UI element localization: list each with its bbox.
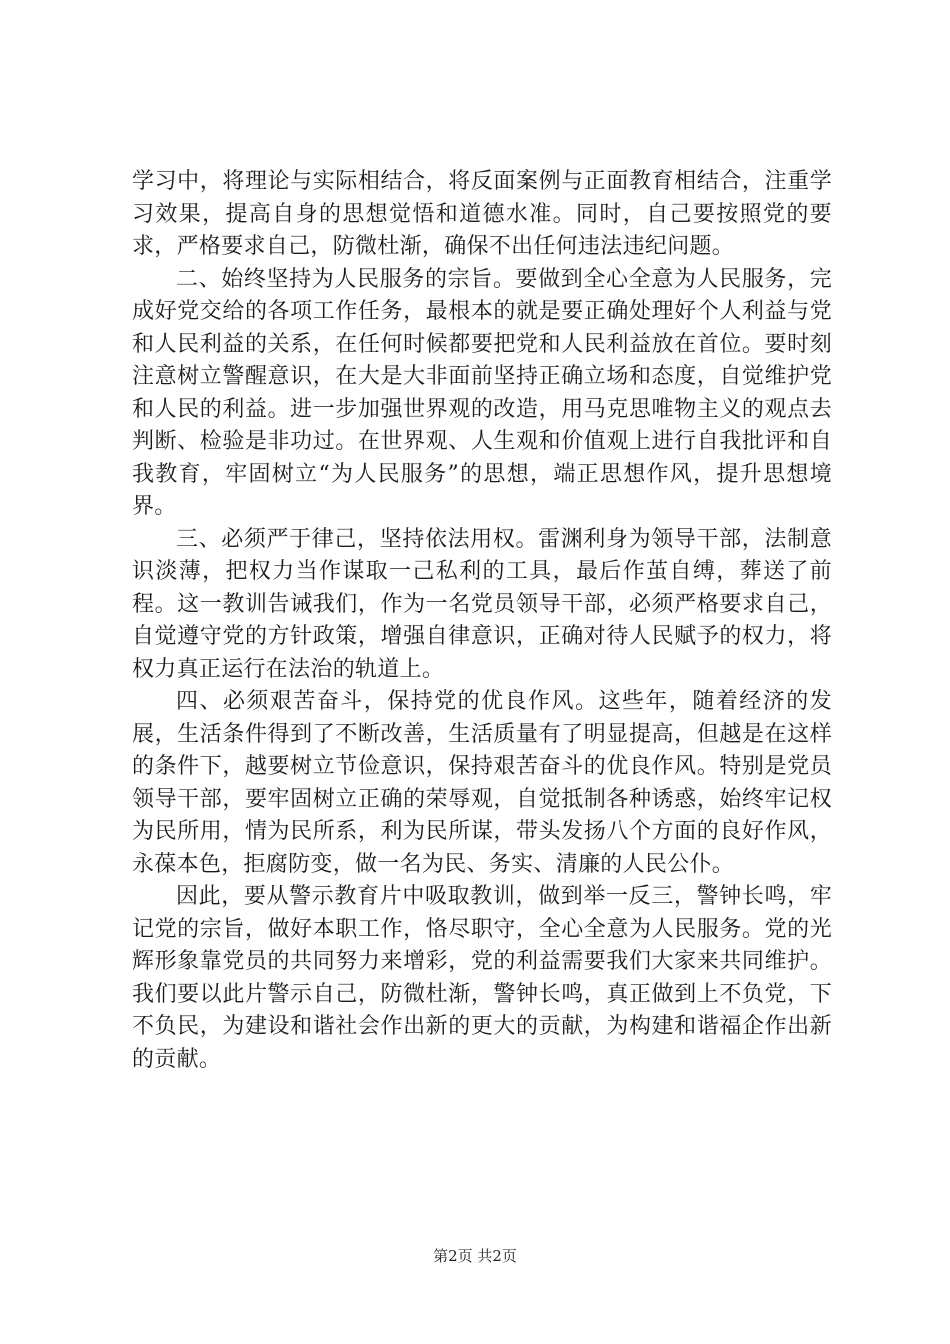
paragraph-section-two: 二、始终坚持为人民服务的宗旨。要做到全心全意为人民服务，完成好党交给的各项工作任务，最根本的就是要正确处理好个人利益与党和人民利益的关系，在任何时候都要把党和人民利益放在首位。要时刻注意树立警醒意识，在大是大非面前坚持正确立场和态度，自觉维护党和人民的利益。进一步加强世界观的改造，用马克思唯物主义的观点去判断、检验是非功过。在世界观、人生观和价值观上进行自我批评和自我教育，牢固树立“为人民服务”的思想，端正思想作风，提升思想境界。 [132, 266, 832, 519]
paragraph-continuation: 学习中，将理论与实际相结合，将反面案例与正面教育相结合，注重学习效果，提高自身的思想觉悟和道德水准。同时，自己要按照党的要求，严格要求自己，防微杜渐，确保不出任何违法违纪问题。 [132, 169, 832, 259]
page-number-footer: 第2页 共2页 [433, 1247, 517, 1265]
paragraph-conclusion: 因此，要从警示教育片中吸取教训，做到举一反三，警钟长鸣，牢记党的宗旨，做好本职工作，恪尽职守，全心全意为人民服务。党的光辉形象靠党员的共同努力来增彩，党的利益需要我们大家来共同维护。我们要以此片警示自己，防微杜渐，警钟长鸣，真正做到上不负党，下不负民，为建设和谐社会作出新的更大的贡献，为构建和谐福企作出新的贡献。 [132, 884, 832, 1072]
paragraph-section-three: 三、必须严于律己，坚持依法用权。雷渊利身为领导干部，法制意识淡薄，把权力当作谋取一己私利的工具，最后作茧自缚，葬送了前程。这一教训告诫我们，作为一名党员领导干部，必须严格要求自己，自觉遵守党的方针政策，增强自律意识，正确对待人民赋予的权力，将权力真正运行在法治的轨道上。 [132, 526, 832, 682]
paragraph-section-four: 四、必须艰苦奋斗，保持党的优良作风。这些年，随着经济的发展，生活条件得到了不断改善，生活质量有了明显提高，但越是在这样的条件下，越要树立节俭意识，保持艰苦奋斗的优良作风。特别是党员领导干部，要牢固树立正确的荣辱观，自觉抵制各种诱惑，始终牢记权为民所用，情为民所系，利为民所谋，带头发扬八个方面的良好作风，永葆本色，拒腐防变，做一名为民、务实、清廉的人民公仆。 [132, 689, 832, 877]
document-body [132, 166, 832, 1076]
